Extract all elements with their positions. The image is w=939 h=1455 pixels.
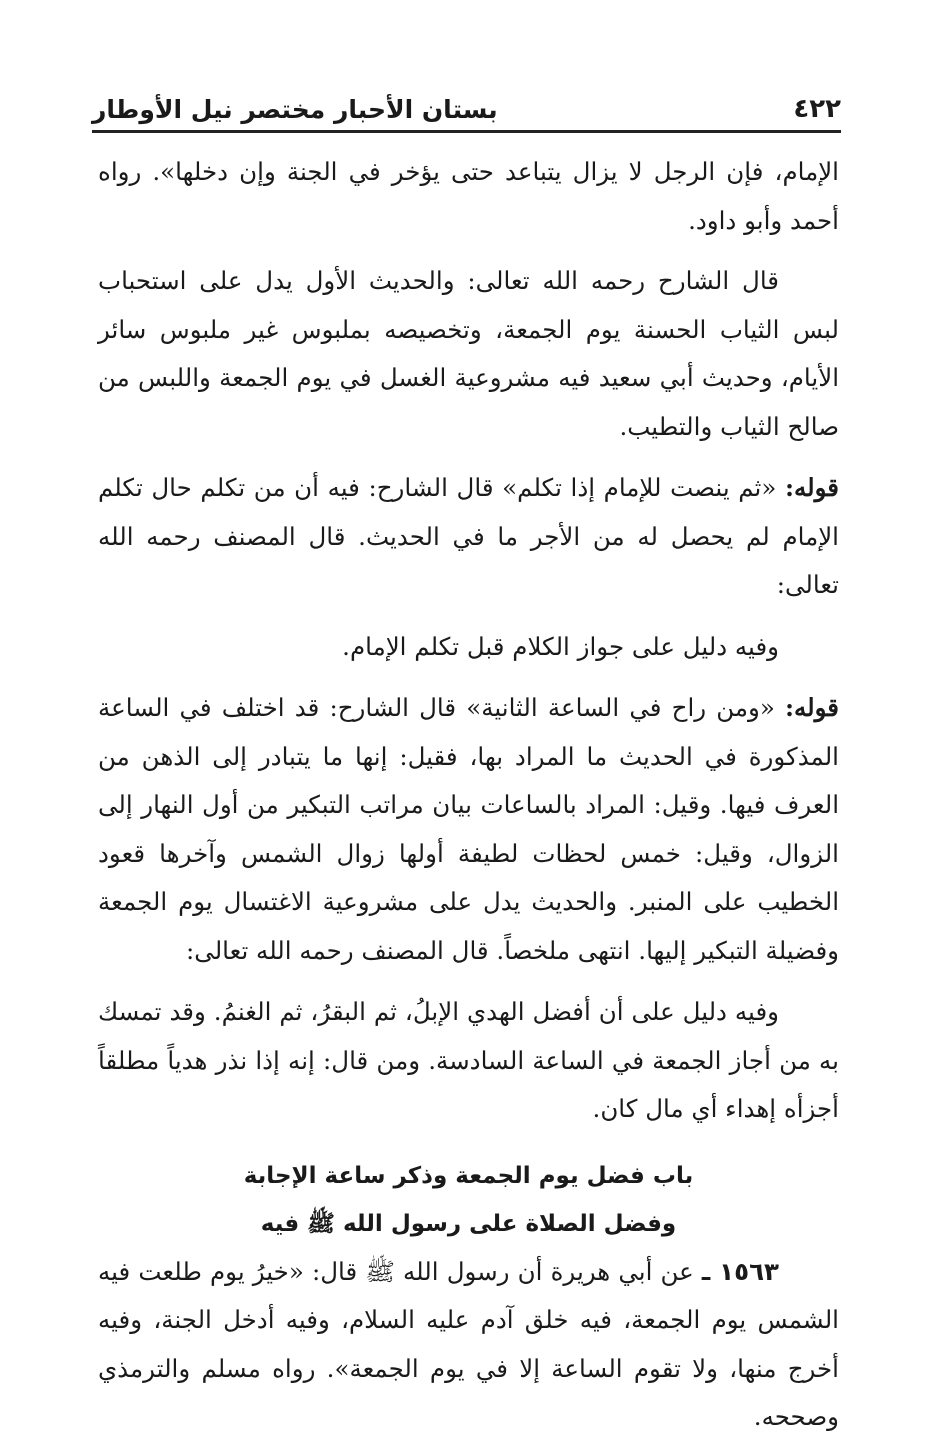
hadith-number: ١٥٦٣ ـ <box>701 1256 779 1286</box>
hadith-paragraph <box>98 1248 839 1442</box>
paragraph-text: «ومن راح في الساعة الثانية» قال الشارح: قد اختلف في الساعة المذكورة في الحديث ما المراد بها، فقيل: إنها ما يتبادر إلى الذهن من العرف فيها. وقيل: المراد بالساعات بيان مراتب التبكير من أول النهار إلى الزوال، وقيل: خمس لحظات لطيفة أولها زوال الشمس وآخرها قعود الخطيب على المنبر. والحديث يدل على مشروعية الاغتسال يوم الجمعة وفضيلة التبكير إليها. انتهى ملخصاً. قال المصنف رحمه الله تعالى: <box>98 693 839 965</box>
paragraph-author-note-2: وفيه دليل على أن أفضل الهدي الإبلُ، ثم البقرُ، ثم الغنمُ. وقد تمسك به من أجاز الجمعة في الساعة السادسة. ومن قال: إنه إذا نذر هدياً مطلقاً أجزأه إهداء أي مال كان. <box>98 997 839 1123</box>
hadith-text: عن أبي هريرة أن رسول الله ﷺ قال: «خيرُ يوم طلعت فيه الشمس يوم الجمعة، فيه خلق آدم عليه السلام، وفيه أدخل الجنة، وفيه أخرج منها، ولا تقوم الساعة إلا في يوم الجمعة». رواه مسلم والترمذي وصححه. <box>98 1256 839 1431</box>
paragraph-qawluhu-2 <box>98 684 839 975</box>
book-title: بستان الأحبار مختصر نيل الأوطار <box>92 95 498 124</box>
running-header <box>92 86 841 133</box>
chapter-heading-line-1: باب فضل يوم الجمعة وذكر ساعة الإجابة <box>243 1162 694 1189</box>
paragraph-text: «ثم ينصت للإمام إذا تكلم» قال الشارح: فيه أن من تكلم حال تكلم الإمام لم يحصل له من الأجر ما في الحديث. قال المصنف رحمه الله تعالى: <box>98 473 839 599</box>
paragraph-continuation: الإمام، فإن الرجل لا يزال يتباعد حتى يؤخر في الجنة وإن دخلها». رواه أحمد وأبو داود. <box>98 157 839 235</box>
qawluhu-label: قوله: <box>784 693 839 722</box>
qawluhu-label: قوله: <box>784 473 839 502</box>
page-body <box>98 148 839 1455</box>
page-number: ٤٢٢ <box>793 94 841 124</box>
paragraph-commentary: قال الشارح رحمه الله تعالى: والحديث الأول يدل على استحباب لبس الثياب الحسنة يوم الجمعة، وتخصيصه بملبوس غير ملبوس سائر الأيام، وحديث أبي سعيد فيه مشروعية الغسل في يوم الجمعة واللبس من صالح الثياب والتطيب. <box>98 266 839 441</box>
chapter-heading-line-2: وفضل الصلاة على رسول الله ﷺ فيه <box>260 1210 677 1237</box>
paragraph-qawluhu-1 <box>98 464 839 610</box>
paragraph-author-note-1: وفيه دليل على جواز الكلام قبل تكلم الإمام. <box>342 631 779 661</box>
